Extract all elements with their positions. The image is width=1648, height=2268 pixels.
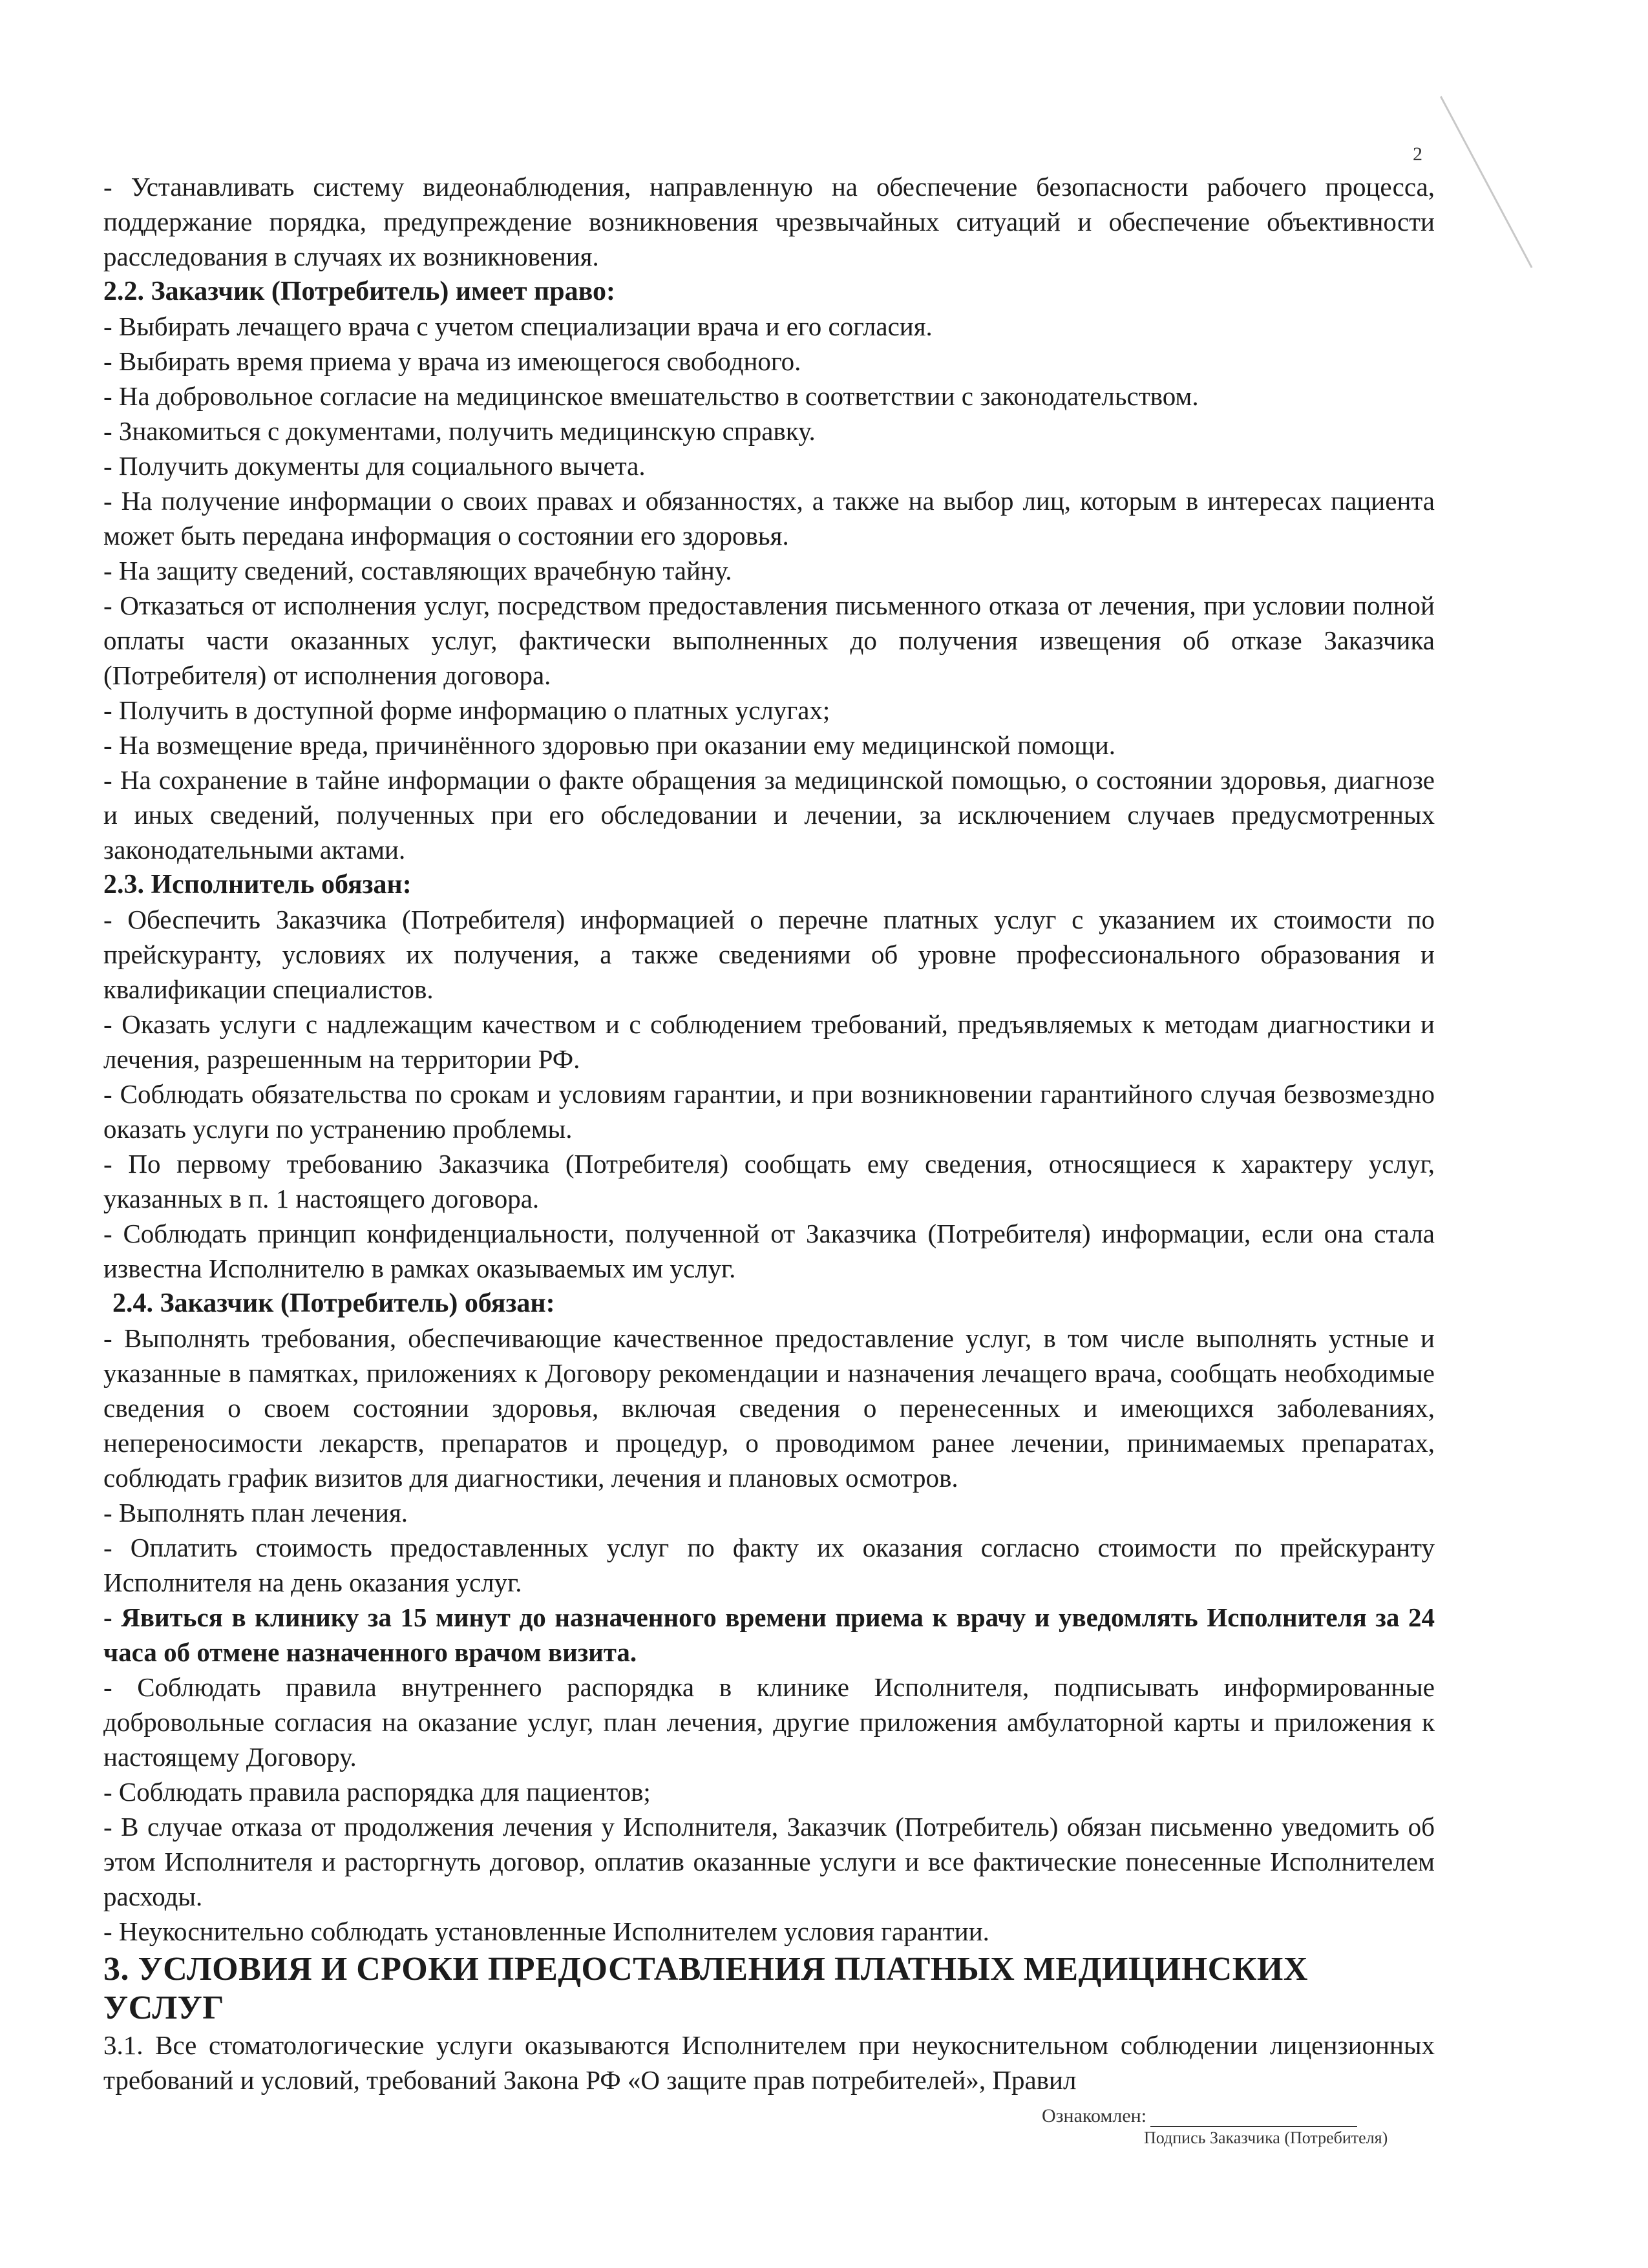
paragraph: 3.1. Все стоматологические услуги оказываются Исполнителем при неукоснительном соблюдении лицензионных требований и условий, требований Закона РФ «О защите прав потребителей», Правил <box>103 2030 1435 2095</box>
signature-underline <box>1150 2106 1357 2127</box>
paragraph: - На получение информации о своих правах и обязанностях, а также на выбор лиц, которым в интересах пациента может быть передана информация о состоянии его здоровья. <box>103 486 1435 551</box>
document-body <box>103 169 1435 2097</box>
paragraph: - Выполнять требования, обеспечивающие качественное предоставление услуг, в том числе выполнять устные и указанные в памятках, приложениях к Договору рекомендации и назначения лечащего врача, сообщать необходимые сведения о своем состоянии здоровья, включая сведения о перенесенных и имеющихся заболеваниях, непереносимости лекарств, препаратов и процедур, о проводимом ранее лечении, принимаемых препаратах, соблюдать график визитов для диагностики, лечения и плановых осмотров. <box>103 1323 1435 1493</box>
paragraph: - В случае отказа от продолжения лечения у Исполнителя, Заказчик (Потребитель) обязан письменно уведомить об этом Исполнителя и расторгнуть договор, оплатив оказанные услуги и все фактические понесенные Исполнителем расходы. <box>103 1812 1435 1911</box>
paragraph: - Устанавливать систему видеонаблюдения, направленную на обеспечение безопасности рабочего процесса, поддержание порядка, предупреждение возникновения чрезвычайных ситуаций и обеспечение объективности расследования в случаях их возникновения. <box>103 172 1435 271</box>
paragraph: - На добровольное согласие на медицинское вмешательство в соответствии с законодательством. <box>103 381 1199 411</box>
paragraph: - Обеспечить Заказчика (Потребителя) информацией о перечне платных услуг с указанием их стоимости по прейскуранту, условиях их получения, а также сведениями об уровне профессионального образования и квалификации специалистов. <box>103 905 1435 1004</box>
section-heading: 2.4. Заказчик (Потребитель) обязан: <box>112 1288 555 1318</box>
paragraph: - На возмещение вреда, причинённого здоровью при оказании ему медицинской помощи. <box>103 730 1116 760</box>
paragraph: - Соблюдать принцип конфиденциальности, полученной от Заказчика (Потребителя) информации, если она стала известна Исполнителю в рамках оказываемых им услуг. <box>103 1219 1435 1283</box>
scan-edge-mark <box>1440 96 1532 268</box>
signature-label: Ознакомлен: <box>1042 2105 1147 2126</box>
paragraph: - На защиту сведений, составляющих врачебную тайну. <box>103 556 732 585</box>
page-number: 2 <box>1413 143 1422 165</box>
signature-caption: Подпись Заказчика (Потребителя) <box>1144 2128 1388 2147</box>
paragraph: - Выбирать лечащего врача с учетом специализации врача и его согласия. <box>103 311 933 341</box>
section-heading: 2.2. Заказчик (Потребитель) имеет право: <box>103 277 615 306</box>
paragraph: - Получить в доступной форме информацию о платных услугах; <box>103 695 830 725</box>
signature-block <box>1042 2105 1442 2148</box>
paragraph: - Соблюдать правила распорядка для пациентов; <box>103 1777 651 1807</box>
paragraph: - Получить документы для социального вычета. <box>103 451 646 481</box>
paragraph: - Знакомиться с документами, получить медицинскую справку. <box>103 416 816 446</box>
paragraph: - Выбирать время приема у врача из имеющегося свободного. <box>103 346 801 376</box>
paragraph: - Соблюдать обязательства по срокам и условиям гарантии, и при возникновении гарантийного случая безвозмездно оказать услуги по устранению проблемы. <box>103 1079 1435 1144</box>
paragraph: - Соблюдать правила внутреннего распорядка в клинике Исполнителя, подписывать информированные добровольные согласия на оказание услуг, план лечения, другие приложения амбулаторной карты и приложения к настоящему Договору. <box>103 1672 1435 1772</box>
paragraph: - Оказать услуги с надлежащим качеством и с соблюдением требований, предъявляемых к методам диагностики и лечения, разрешенным на территории РФ. <box>103 1009 1435 1074</box>
chapter-heading: 3. УСЛОВИЯ И СРОКИ ПРЕДОСТАВЛЕНИЯ ПЛАТНЫХ МЕДИЦИНСКИХ УСЛУГ <box>103 1951 1308 2026</box>
bold-paragraph: - Явиться в клинику за 15 минут до назначенного времени приема к врачу и уведомлять Исполнителя за 24 часа об отмене назначенного врачом визита. <box>103 1602 1435 1667</box>
paragraph: - Выполнять план лечения. <box>103 1498 408 1528</box>
section-heading: 2.3. Исполнитель обязан: <box>103 870 412 899</box>
paragraph: - Неукоснительно соблюдать установленные Исполнителем условия гарантии. <box>103 1916 989 1946</box>
signature-line <box>1042 2105 1442 2127</box>
paragraph: - По первому требованию Заказчика (Потребителя) сообщать ему сведения, относящиеся к характеру услуг, указанных в п. 1 настоящего договора. <box>103 1149 1435 1213</box>
paragraph: - Оплатить стоимость предоставленных услуг по факту их оказания согласно стоимости по прейскуранту Исполнителя на день оказания услуг. <box>103 1533 1435 1597</box>
paragraph: - На сохранение в тайне информации о факте обращения за медицинской помощью, о состоянии здоровья, диагнозе и иных сведений, полученных при его обследовании и лечении, за исключением случаев предусмотренных законодательными актами. <box>103 765 1435 865</box>
paragraph: - Отказаться от исполнения услуг, посредством предоставления письменного отказа от лечения, при условии полной оплаты части оказанных услуг, фактически выполненных до получения извещения об отказе Заказчика (Потребителя) от исполнения договора. <box>103 591 1435 690</box>
